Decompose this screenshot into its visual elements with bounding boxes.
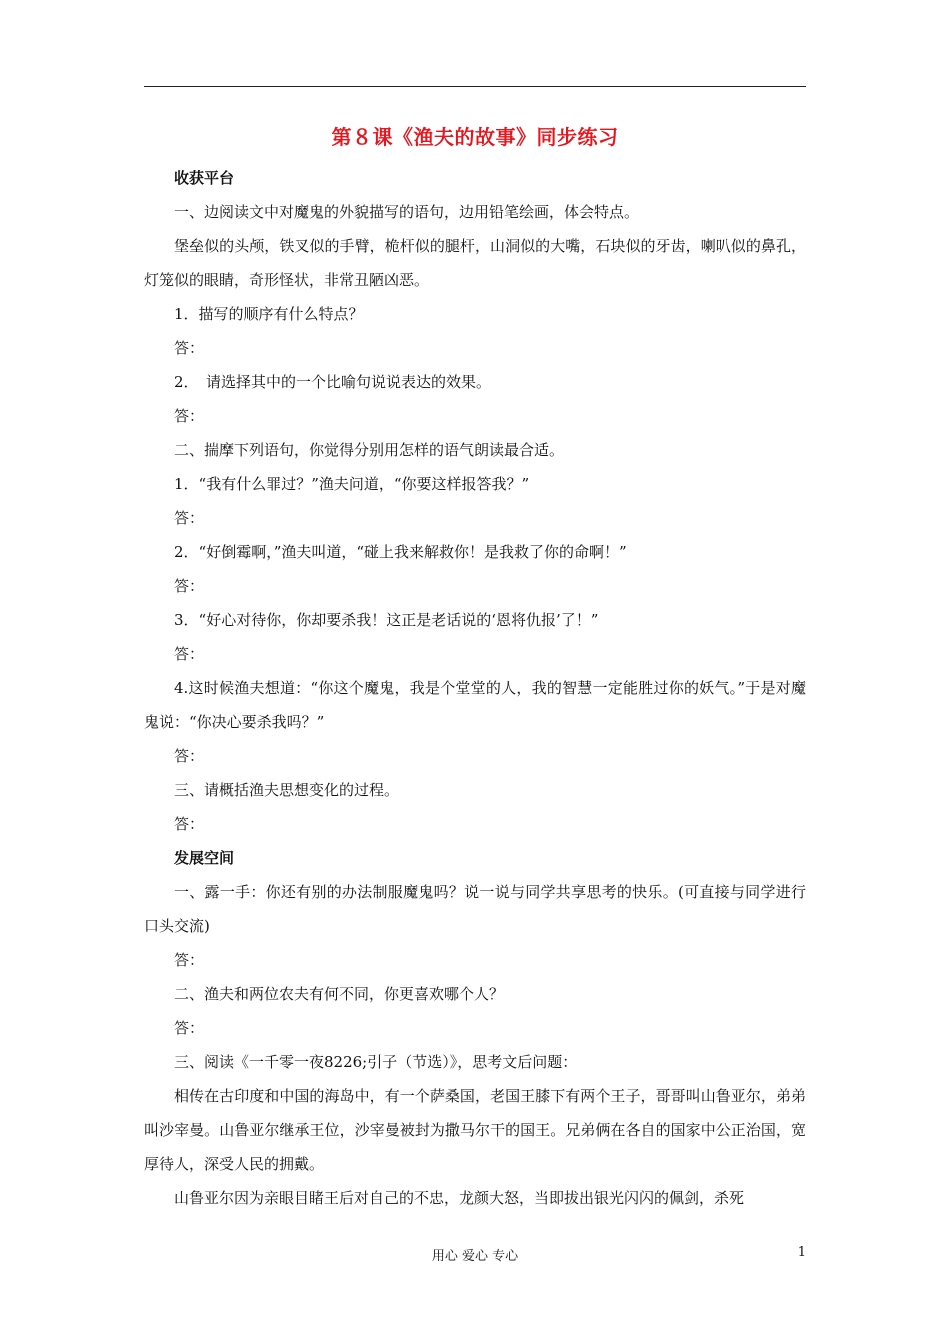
paragraph: 二、揣摩下列语句，你觉得分别用怎样的语气朗读最合适。 xyxy=(174,441,565,459)
paragraph: 一、露一手：你还有别的办法制服魔鬼吗？说一说与同学共享思考的快乐。(可直接与同学进行口头交流) xyxy=(144,883,806,935)
footer-motto: 用心 爱心 专心 xyxy=(431,1249,519,1264)
page-number: 1 xyxy=(797,1245,806,1260)
paragraph: 2．“好倒霉啊，”渔夫叫道，“碰上我来解救你！是我救了你的命啊！” xyxy=(174,543,627,561)
paragraph: 4.这时候渔夫想道：“你这个魔鬼，我是个堂堂的人，我的智慧一定能胜过你的妖气。”于是对魔鬼说：“你决心要杀我吗？” xyxy=(144,679,806,731)
paragraph: 答： xyxy=(174,1019,205,1037)
paragraph: 相传在古印度和中国的海岛中，有一个萨桑国，老国王膝下有两个王子，哥哥叫山鲁亚尔，弟弟叫沙宰曼。山鲁亚尔继承王位，沙宰曼被封为撒马尔干的国王。兄弟俩在各自的国家中公正治国，宽厚待人，深受人民的拥戴。 xyxy=(144,1087,806,1173)
section-heading: 收获平台 xyxy=(174,169,235,187)
paragraph: 答： xyxy=(174,815,205,833)
paragraph: 答： xyxy=(174,645,205,663)
paragraph: 1．描写的顺序有什么特点？ xyxy=(174,305,364,323)
paragraph: 答： xyxy=(174,407,205,425)
section-heading: 发展空间 xyxy=(174,849,235,867)
paragraph: 堡垒似的头颅，铁叉似的手臂，桅杆似的腿杆，山洞似的大嘴，石块似的牙齿，喇叭似的鼻孔，灯笼似的眼睛，奇形怪状，非常丑陋凶恶。 xyxy=(144,237,806,289)
paragraph: 二、渔夫和两位农夫有何不同，你更喜欢哪个人？ xyxy=(174,985,505,1003)
paragraph: 1．“我有什么罪过？”渔夫问道，“你要这样报答我？” xyxy=(174,475,530,493)
header-rule xyxy=(144,86,806,87)
paragraph: 2． 请选择其中的一个比喻句说说表达的效果。 xyxy=(174,373,492,391)
paragraph: 一、边阅读文中对魔鬼的外貌描写的语句，边用铅笔绘画，体会特点。 xyxy=(174,203,640,221)
paragraph: 答： xyxy=(174,509,205,527)
paragraph: 答： xyxy=(174,747,205,765)
paragraph: 答： xyxy=(174,951,205,969)
page-title: 第８课《渔夫的故事》同步练习 xyxy=(331,125,619,149)
paragraph: 答： xyxy=(174,577,205,595)
paragraph: 答： xyxy=(174,339,205,357)
paragraph: 三、请概括渔夫思想变化的过程。 xyxy=(174,781,400,799)
paragraph: 三、阅读《一千零一夜8226;引子（节选）》，思考文后问题： xyxy=(174,1053,578,1071)
paragraph: 山鲁亚尔因为亲眼目睹王后对自己的不忠，龙颜大怒，当即拔出银光闪闪的佩剑，杀死 xyxy=(174,1189,745,1207)
document-body xyxy=(144,161,806,1215)
paragraph: 3．“好心对待你，你却要杀我！这正是老话说的‘恩将仇报’了！” xyxy=(174,611,599,629)
